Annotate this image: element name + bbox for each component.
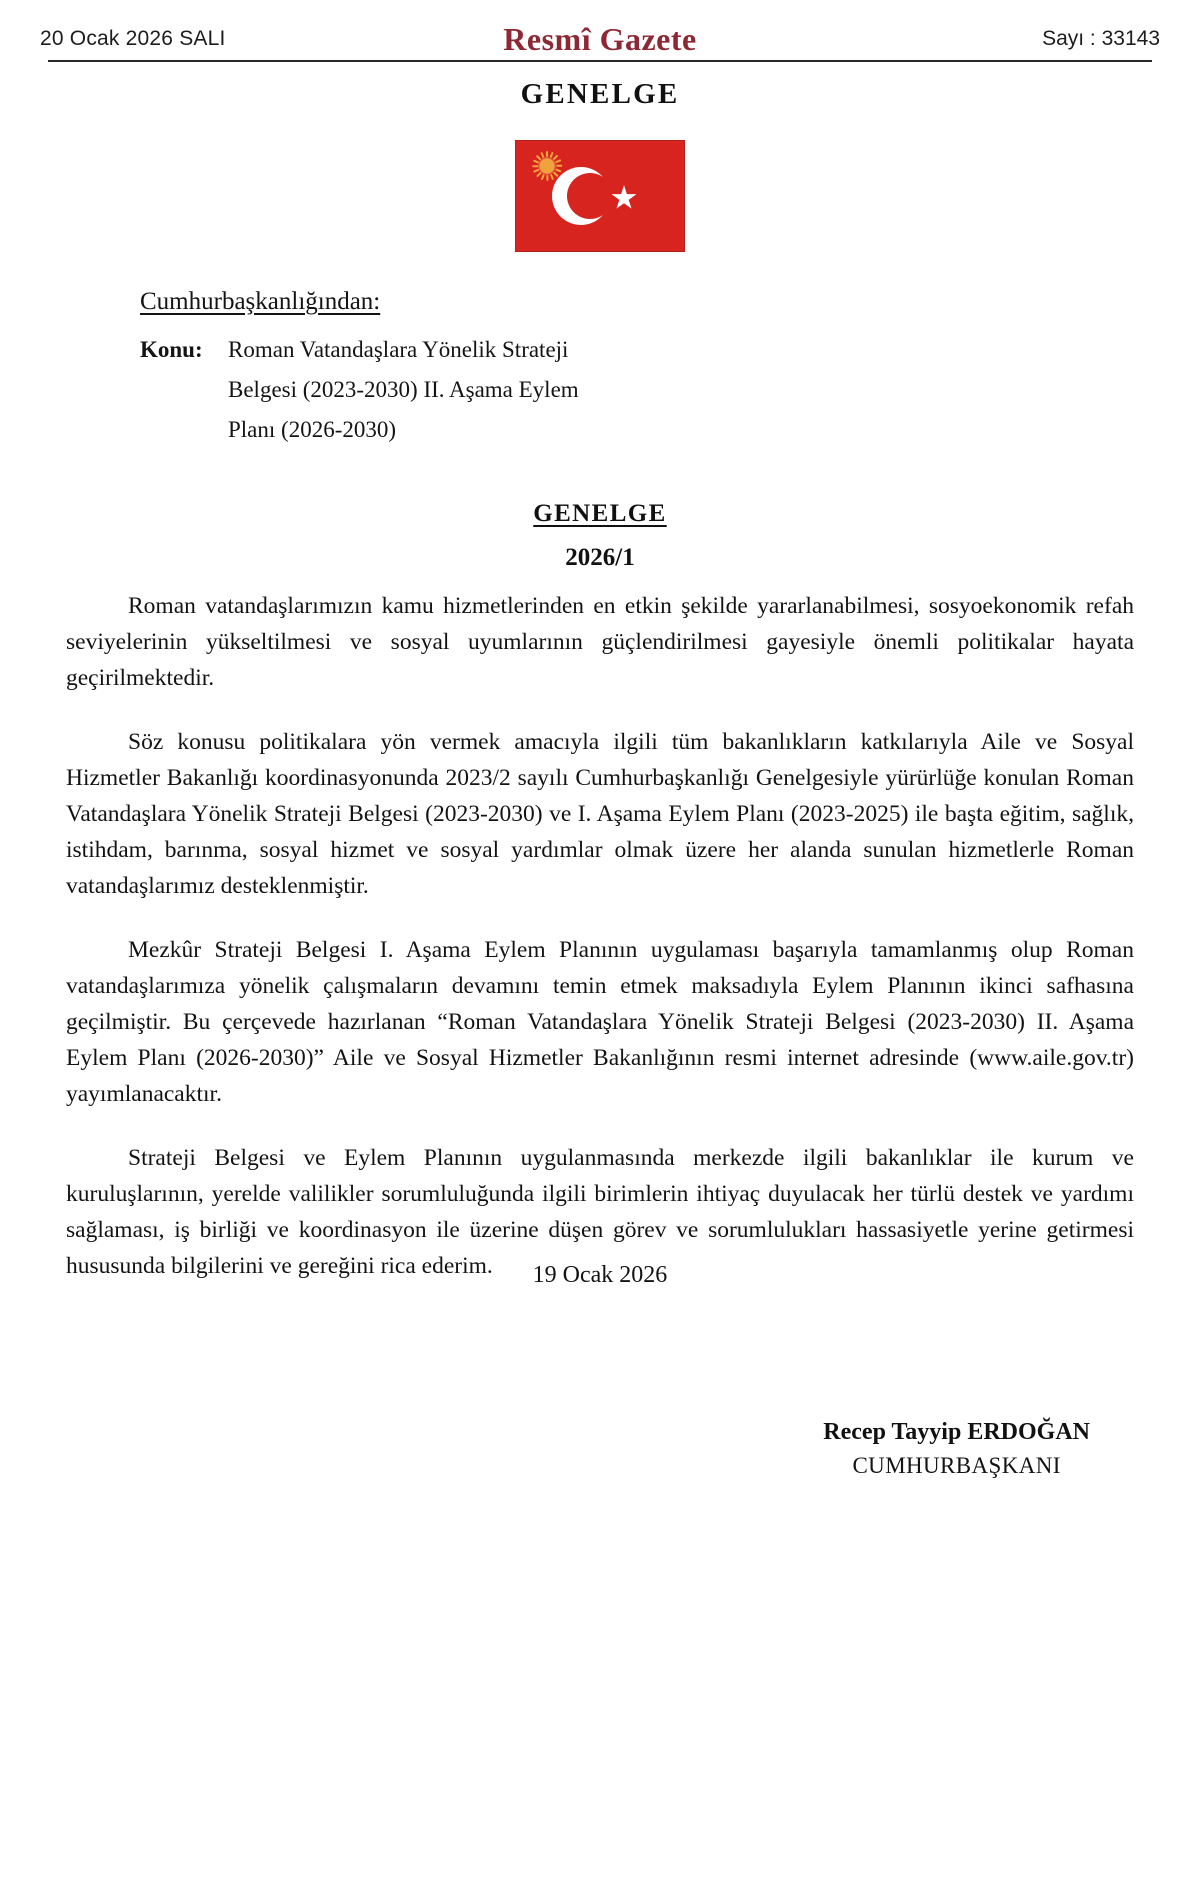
circular-heading [0, 500, 1200, 572]
subject-line: Planı (2026-2030) [228, 417, 397, 442]
masthead-date: 20 Ocak 2026 SALI [40, 27, 226, 50]
sun-emblem-icon [532, 151, 562, 181]
issuer-line: Cumhurbaşkanlığından: [140, 288, 381, 315]
paragraph: Strateji Belgesi ve Eylem Planının uygulanmasında merkezde ilgili bakanlıklar ile kurum ve kuruluşlarının, yerelde valilikler sorumluluğunda ilgili birimlerin ihtiyaç duyulacak her türlü destek ve yardımı sağlaması, iş birliği ve koordinasyon ile üzerine düşen görev ve sorumlulukları hassasiyetle yerine getirmesi hususunda bilgilerini ve gereğini rica ederim. [66, 1145, 1134, 1279]
document-type-heading: GENELGE [520, 78, 680, 110]
masthead [40, 18, 1160, 60]
turkish-flag-icon [515, 140, 685, 252]
signatory-title: CUMHURBAŞKANI [852, 1453, 1061, 1478]
circular-number: 2026/1 [565, 544, 635, 571]
circular-heading-title: GENELGE [533, 500, 667, 527]
paragraph: Roman vatandaşlarımızın kamu hizmetlerinden en etkin şekilde yararlanabilmesi, sosyoekonomik refah seviyelerinin yükseltilmesi ve sosyal uyumlarının güçlendirilmesi gayesiyle önemli politikalar hayata geçirilmektedir. [66, 593, 1134, 691]
body-text [66, 588, 1134, 1284]
paragraph: Söz konusu politikalara yön vermek amacıyla ilgili tüm bakanlıkların katkılarıyla Aile ve Sosyal Hizmetler Bakanlığı koordinasyonunda 2023/2 sayılı Cumhurbaşkanlığı Genelgesiyle yürürlüğe konulan Roman Vatandaşlara Yönelik Strateji Belgesi (2023-2030) ve I. Aşama Eylem Planı (2023-2025) ile başta eğitim, sağlık, istihdam, barınma, sosyal hizmet ve sosyal yardımlar olmak üzere her alanda sunulan hizmetlerle Roman vatandaşlarımız desteklenmiştir. [66, 729, 1134, 899]
subject-block [140, 330, 760, 450]
flag-container [0, 140, 1200, 252]
paragraph: Mezkûr Strateji Belgesi I. Aşama Eylem Planının uygulaması başarıyla tamamlanmış olup Roman vatandaşlarımıza yönelik çalışmaların devamını temin etmek maksadıyla Eylem Planının ikinci safhasına geçilmiştir. Bu çerçevede hazırlanan “Roman Vatandaşlara Yönelik Strateji Belgesi (2023-2030) II. Aşama Eylem Planı (2026-2030)” Aile ve Sosyal Hizmetler Bakanlığının resmi internet adresinde (www.aile.gov.tr) yayımlanacaktır. [66, 937, 1134, 1107]
subject-label: Konu: [140, 337, 203, 362]
subject-row [140, 330, 760, 450]
crescent-icon [552, 167, 610, 225]
masthead-divider [48, 60, 1152, 62]
subject-text [228, 330, 760, 450]
masthead-title: Resmî Gazete [503, 20, 697, 57]
star-icon [611, 185, 637, 211]
subject-line: Roman Vatandaşlara Yönelik Strateji [228, 337, 569, 362]
sun-core [540, 159, 554, 173]
signature-block [823, 1415, 1090, 1483]
subject-line: Belgesi (2023-2030) II. Aşama Eylem [228, 377, 579, 402]
signatory-name: Recep Tayyip ERDOĞAN [823, 1419, 1090, 1445]
masthead-issue-number: Sayı : 33143 [1042, 27, 1160, 50]
signature-date: 19 Ocak 2026 [532, 1262, 668, 1288]
